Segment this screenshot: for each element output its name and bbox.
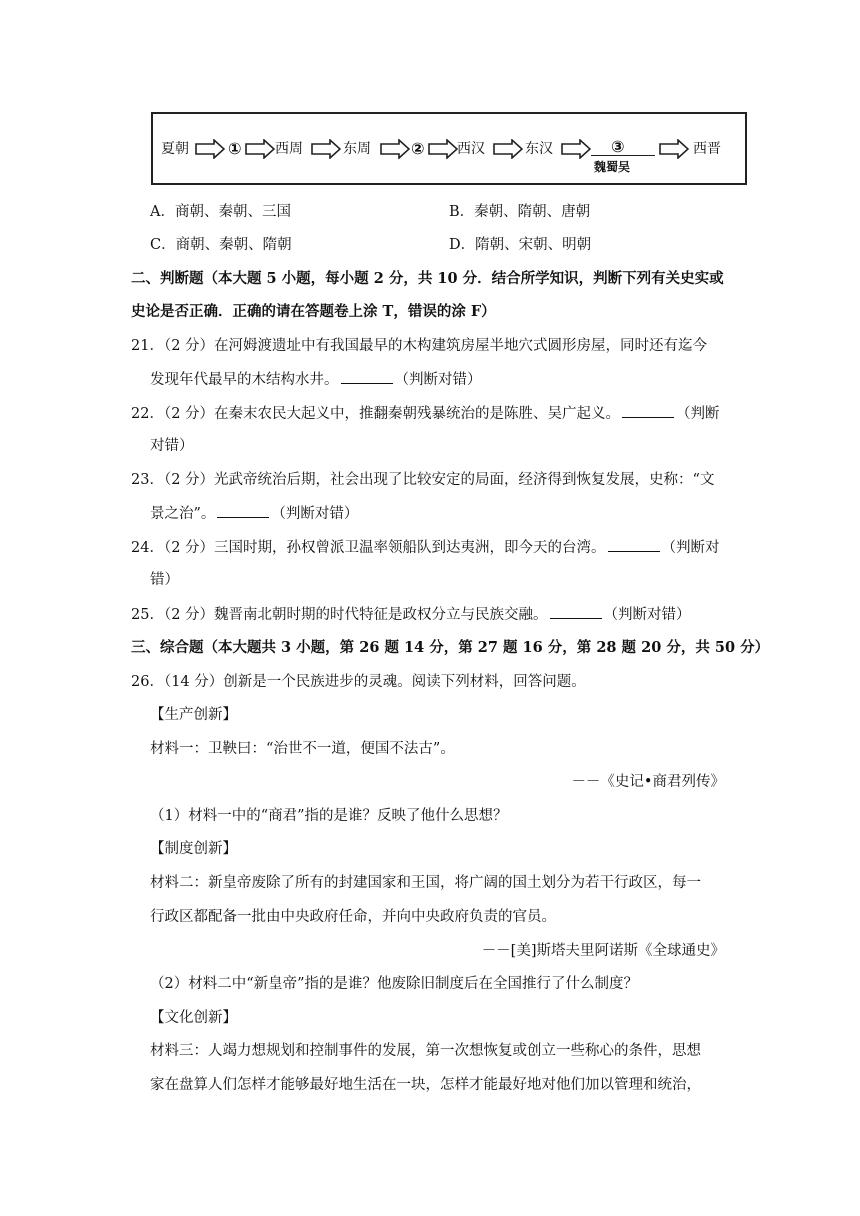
q26-intro: 26．（14 分）创新是一个民族进步的灵魂。阅读下列材料，回答问题。 (131, 674, 586, 690)
timeline-blank-2: ② (411, 139, 425, 158)
answer-blank (550, 604, 602, 619)
q26-heading-culture: 【文化创新】 (150, 1010, 237, 1026)
q26-material-1: 材料一：卫鞅曰：“治世不一道，便国不法古”。 (150, 741, 455, 757)
q26-material-2-line2: 行政区都配备一批由中央政府任命，并向中央政府负责的官员。 (150, 909, 556, 925)
arrow-icon (659, 139, 689, 159)
q21-line2 (150, 369, 482, 390)
q26-heading-institution: 【制度创新】 (150, 841, 237, 857)
timeline-blank-1: ① (228, 139, 242, 158)
q26-question-2: （2）材料二中“新皇帝”指的是谁？他废除旧制度后在全国推行了什么制度？ (150, 976, 639, 992)
q26-material-3-line1: 材料三：人竭力想规划和控制事件的发展，第一次想恢复或创立一些称心的条件，思想 (150, 1043, 701, 1059)
q23-line1: 23．（2 分）光武帝统治后期，社会出现了比较安定的局面，经济得到恢复发展，史称：“文 (131, 472, 715, 488)
q26-heading-production: 【生产创新】 (150, 707, 237, 723)
q26-source-2: －－[美]斯塔夫里阿诺斯《全球通史》 (481, 943, 725, 959)
timeline-item-dongzhou: 东周 (343, 141, 371, 157)
arrow-icon (428, 139, 458, 159)
q22-judge: （判断 (676, 406, 720, 422)
section3-heading: 三、综合题（本大题共 3 小题，第 26 题 14 分，第 27 题 16 分，第 28 题 20 分，共 50 分） (131, 639, 770, 656)
q23-line2 (150, 503, 358, 524)
timeline-item-xihan: 西汉 (457, 141, 485, 157)
arrow-icon (380, 139, 410, 159)
option-c: C．商朝、秦朝、隋朝 (150, 237, 292, 253)
q25-text: 25．（2 分）魏晋南北朝时期的时代特征是政权分立与民族交融。 (131, 607, 548, 623)
q24-line2: 错） (150, 572, 179, 588)
q26-question-1: （1）材料一中的“商君”指的是谁？反映了他什么思想？ (150, 808, 508, 824)
option-b: B．秦朝、隋朝、唐朝 (449, 204, 591, 220)
option-a: A．商朝、秦朝、三国 (150, 204, 291, 220)
answer-blank (217, 503, 269, 518)
answer-blank (608, 537, 660, 552)
timeline-item-xijin: 西晋 (693, 141, 721, 157)
q22-text: 22．（2 分）在秦末农民大起义中，推翻秦朝残暴统治的是陈胜、吴广起义。 (131, 406, 621, 422)
timeline-item-xia: 夏朝 (161, 141, 189, 157)
arrow-icon (245, 139, 275, 159)
option-d: D．隋朝、宋朝、明朝 (449, 237, 592, 253)
q26-source-1: －－《史记•商君列传》 (571, 774, 725, 790)
q25-line1 (131, 604, 691, 625)
section2-heading-cont: 史论是否正确．正确的请在答题卷上涂 T，错误的涂 F） (131, 303, 496, 320)
q22-line2: 对错） (150, 438, 194, 454)
q26-material-3-line2: 家在盘算人们怎样才能够最好地生活在一块，怎样才能最好地对他们加以管理和统治， (150, 1077, 701, 1093)
arrow-icon (561, 139, 591, 159)
timeline-underline (591, 155, 655, 156)
arrow-icon (493, 139, 523, 159)
arrow-icon (311, 139, 341, 159)
q24-text: 24．（2 分）三国时期，孙权曾派卫温率领船队到达夷洲，即今天的台湾。 (131, 540, 606, 556)
q23-judge: （判断对错） (271, 506, 359, 522)
q24-judge: （判断对 (661, 540, 720, 556)
timeline-blank-3: ③ (611, 137, 625, 156)
q22-line1 (131, 403, 720, 424)
answer-blank (341, 369, 393, 384)
q21-judge: （判断对错） (394, 372, 482, 388)
timeline-item-donghan: 东汉 (525, 141, 553, 157)
section2-heading: 二、判断题（本大题 5 小题，每小题 2 分，共 10 分．结合所学知识，判断下列有关史实或 (131, 270, 724, 287)
timeline-figure (151, 112, 747, 185)
timeline-sub-label: 魏蜀吴 (594, 160, 631, 174)
q23-text: 景之治”。 (150, 506, 216, 522)
q25-judge: （判断对错） (603, 607, 691, 623)
q26-material-2-line1: 材料二：新皇帝废除了所有的封建国家和王国，将广阔的国土划分为若干行政区，每一 (150, 875, 701, 891)
q21-line1: 21．（2 分）在河姆渡遗址中有我国最早的木构建筑房屋半地穴式圆形房屋，同时还有迄今 (131, 338, 708, 354)
answer-blank (622, 403, 674, 418)
timeline-item-xizhou: 西周 (275, 141, 303, 157)
q24-line1 (131, 537, 720, 558)
q21-text: 发现年代最早的木结构水井。 (150, 372, 339, 388)
arrow-icon (195, 139, 225, 159)
